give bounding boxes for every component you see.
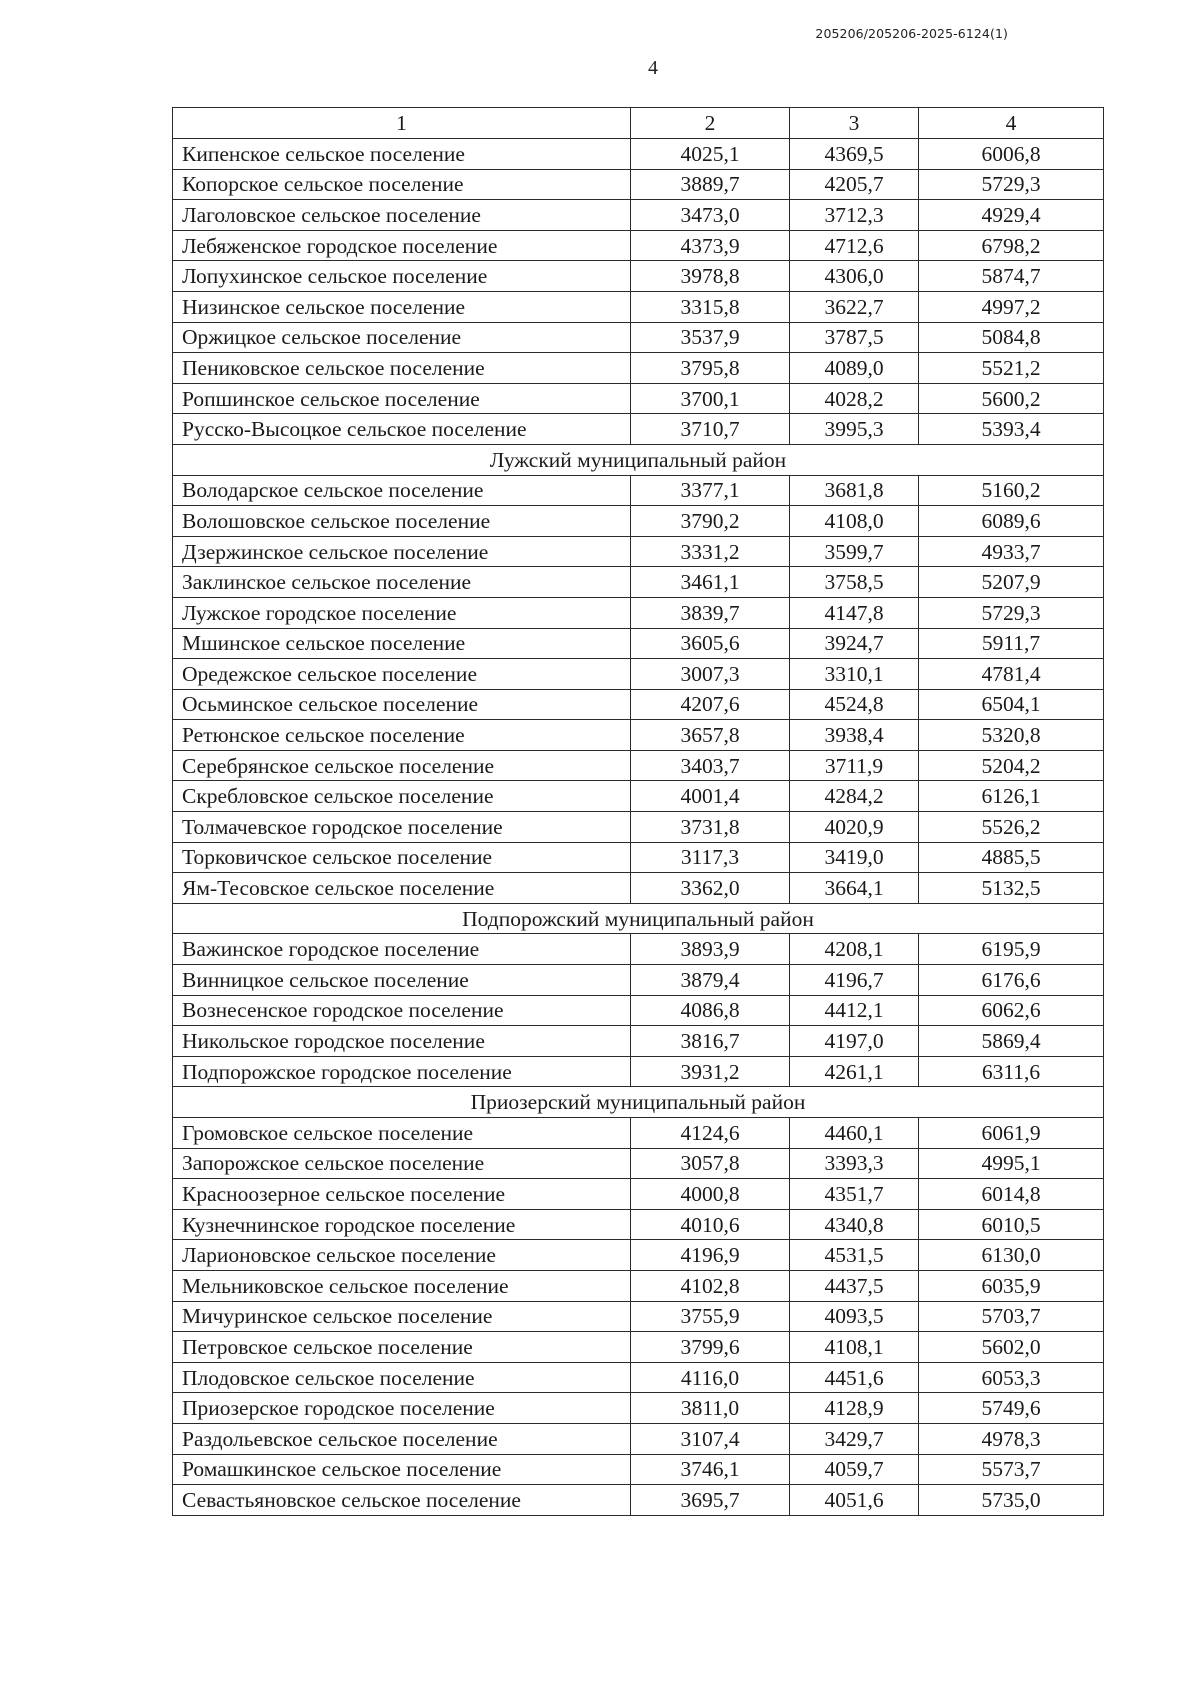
value-col3-cell: 3712,3 <box>790 200 919 231</box>
value-col3-cell: 4351,7 <box>790 1179 919 1210</box>
value-col3-cell: 4460,1 <box>790 1118 919 1149</box>
table-row <box>173 139 1104 170</box>
value-col4-cell: 4978,3 <box>919 1423 1104 1454</box>
table-row <box>173 1118 1104 1149</box>
value-col4-cell: 5602,0 <box>919 1332 1104 1363</box>
value-col2-cell: 3746,1 <box>631 1454 790 1485</box>
value-col4-cell: 5600,2 <box>919 383 1104 414</box>
settlement-name-cell: Пениковское сельское поселение <box>173 353 631 384</box>
value-col2-cell: 3117,3 <box>631 842 790 873</box>
value-col2-cell: 4001,4 <box>631 781 790 812</box>
settlement-name-cell: Лопухинское сельское поселение <box>173 261 631 292</box>
table-row <box>173 230 1104 261</box>
settlement-name-cell: Важинское городское поселение <box>173 934 631 965</box>
value-col3-cell: 4524,8 <box>790 689 919 720</box>
value-col3-cell: 4197,0 <box>790 1026 919 1057</box>
value-col2-cell: 3362,0 <box>631 873 790 904</box>
value-col4-cell: 4995,1 <box>919 1148 1104 1179</box>
settlement-name-cell: Петровское сельское поселение <box>173 1332 631 1363</box>
value-col3-cell: 4340,8 <box>790 1209 919 1240</box>
value-col2-cell: 3315,8 <box>631 291 790 322</box>
value-col4-cell: 5207,9 <box>919 567 1104 598</box>
value-col4-cell: 4885,5 <box>919 842 1104 873</box>
table-row <box>173 1332 1104 1363</box>
value-col3-cell: 3664,1 <box>790 873 919 904</box>
district-section-row <box>173 1087 1104 1118</box>
value-col2-cell: 4207,6 <box>631 689 790 720</box>
value-col4-cell: 5703,7 <box>919 1301 1104 1332</box>
value-col2-cell: 3657,8 <box>631 720 790 751</box>
settlement-name-cell: Никольское городское поселение <box>173 1026 631 1057</box>
value-col4-cell: 6061,9 <box>919 1118 1104 1149</box>
value-col2-cell: 4196,9 <box>631 1240 790 1271</box>
settlement-name-cell: Волошовское сельское поселение <box>173 506 631 537</box>
settlement-name-cell: Кузнечнинское городское поселение <box>173 1209 631 1240</box>
value-col4-cell: 6195,9 <box>919 934 1104 965</box>
value-col3-cell: 4196,7 <box>790 965 919 996</box>
table-row <box>173 1179 1104 1210</box>
value-col4-cell: 5869,4 <box>919 1026 1104 1057</box>
value-col4-cell: 4781,4 <box>919 659 1104 690</box>
value-col4-cell: 6089,6 <box>919 506 1104 537</box>
value-col2-cell: 3839,7 <box>631 597 790 628</box>
table-row <box>173 1026 1104 1057</box>
settlement-name-cell: Ропшинское сельское поселение <box>173 383 631 414</box>
value-col4-cell: 5393,4 <box>919 414 1104 445</box>
value-col2-cell: 3710,7 <box>631 414 790 445</box>
value-col2-cell: 3811,0 <box>631 1393 790 1424</box>
value-col3-cell: 3599,7 <box>790 536 919 567</box>
table-row <box>173 1362 1104 1393</box>
value-col3-cell: 4437,5 <box>790 1270 919 1301</box>
table-row <box>173 169 1104 200</box>
value-col3-cell: 4712,6 <box>790 230 919 261</box>
value-col2-cell: 3331,2 <box>631 536 790 567</box>
value-col3-cell: 4451,6 <box>790 1362 919 1393</box>
settlement-name-cell: Оредежское сельское поселение <box>173 659 631 690</box>
value-col3-cell: 3393,3 <box>790 1148 919 1179</box>
value-col4-cell: 5573,7 <box>919 1454 1104 1485</box>
value-col4-cell: 5160,2 <box>919 475 1104 506</box>
settlement-name-cell: Севастьяновское сельское поселение <box>173 1485 631 1516</box>
value-col3-cell: 3429,7 <box>790 1423 919 1454</box>
district-section-row <box>173 444 1104 475</box>
table-row <box>173 781 1104 812</box>
value-col2-cell: 3007,3 <box>631 659 790 690</box>
settlement-name-cell: Толмачевское городское поселение <box>173 812 631 843</box>
value-col2-cell: 3605,6 <box>631 628 790 659</box>
value-col2-cell: 3731,8 <box>631 812 790 843</box>
district-name: Лужский муниципальный район <box>173 444 1104 475</box>
value-col4-cell: 4997,2 <box>919 291 1104 322</box>
value-col4-cell: 4929,4 <box>919 200 1104 231</box>
value-col4-cell: 5204,2 <box>919 750 1104 781</box>
value-col3-cell: 3711,9 <box>790 750 919 781</box>
table-row <box>173 1393 1104 1424</box>
value-col3-cell: 4093,5 <box>790 1301 919 1332</box>
settlement-name-cell: Красноозерное сельское поселение <box>173 1179 631 1210</box>
settlement-name-cell: Володарское сельское поселение <box>173 475 631 506</box>
value-col2-cell: 4000,8 <box>631 1179 790 1210</box>
value-col2-cell: 3799,6 <box>631 1332 790 1363</box>
value-col4-cell: 5735,0 <box>919 1485 1104 1516</box>
value-col3-cell: 4412,1 <box>790 995 919 1026</box>
value-col2-cell: 3377,1 <box>631 475 790 506</box>
value-col3-cell: 4028,2 <box>790 383 919 414</box>
value-col4-cell: 6176,6 <box>919 965 1104 996</box>
settlement-name-cell: Ромашкинское сельское поселение <box>173 1454 631 1485</box>
value-col3-cell: 4128,9 <box>790 1393 919 1424</box>
table-row <box>173 414 1104 445</box>
column-header-3: 3 <box>790 108 919 139</box>
value-col2-cell: 3816,7 <box>631 1026 790 1057</box>
settlement-name-cell: Ларионовское сельское поселение <box>173 1240 631 1271</box>
value-col2-cell: 4124,6 <box>631 1118 790 1149</box>
value-col2-cell: 3473,0 <box>631 200 790 231</box>
district-name: Приозерский муниципальный район <box>173 1087 1104 1118</box>
value-col4-cell: 5132,5 <box>919 873 1104 904</box>
table-row <box>173 1209 1104 1240</box>
value-col3-cell: 3924,7 <box>790 628 919 659</box>
value-col2-cell: 4102,8 <box>631 1270 790 1301</box>
column-header-1: 1 <box>173 108 631 139</box>
value-col3-cell: 3995,3 <box>790 414 919 445</box>
value-col2-cell: 4010,6 <box>631 1209 790 1240</box>
value-col3-cell: 3681,8 <box>790 475 919 506</box>
value-col3-cell: 4369,5 <box>790 139 919 170</box>
value-col4-cell: 5874,7 <box>919 261 1104 292</box>
value-col2-cell: 3889,7 <box>631 169 790 200</box>
value-col2-cell: 3755,9 <box>631 1301 790 1332</box>
value-col2-cell: 3879,4 <box>631 965 790 996</box>
value-col3-cell: 4284,2 <box>790 781 919 812</box>
table-row <box>173 1454 1104 1485</box>
value-col3-cell: 3938,4 <box>790 720 919 751</box>
table-row <box>173 597 1104 628</box>
value-col4-cell: 5526,2 <box>919 812 1104 843</box>
value-col4-cell: 6130,0 <box>919 1240 1104 1271</box>
value-col3-cell: 3758,5 <box>790 567 919 598</box>
table-row <box>173 965 1104 996</box>
value-col4-cell: 4933,7 <box>919 536 1104 567</box>
settlement-name-cell: Заклинское сельское поселение <box>173 567 631 598</box>
value-col4-cell: 6311,6 <box>919 1056 1104 1087</box>
value-col2-cell: 3057,8 <box>631 1148 790 1179</box>
settlement-name-cell: Лебяженское городское поселение <box>173 230 631 261</box>
settlements-table <box>172 107 1104 1516</box>
settlement-name-cell: Низинское сельское поселение <box>173 291 631 322</box>
settlement-name-cell: Оржицкое сельское поселение <box>173 322 631 353</box>
value-col3-cell: 4059,7 <box>790 1454 919 1485</box>
table-body <box>173 108 1104 1516</box>
value-col3-cell: 4108,1 <box>790 1332 919 1363</box>
settlement-name-cell: Торковичское сельское поселение <box>173 842 631 873</box>
value-col2-cell: 3700,1 <box>631 383 790 414</box>
settlement-name-cell: Мичуринское сельское поселение <box>173 1301 631 1332</box>
table-row <box>173 1485 1104 1516</box>
value-col2-cell: 4373,9 <box>631 230 790 261</box>
value-col4-cell: 6126,1 <box>919 781 1104 812</box>
value-col3-cell: 3419,0 <box>790 842 919 873</box>
table-row <box>173 353 1104 384</box>
value-col2-cell: 4086,8 <box>631 995 790 1026</box>
value-col4-cell: 5320,8 <box>919 720 1104 751</box>
value-col3-cell: 4051,6 <box>790 1485 919 1516</box>
table-row <box>173 1301 1104 1332</box>
table-row <box>173 567 1104 598</box>
value-col4-cell: 5729,3 <box>919 169 1104 200</box>
value-col4-cell: 5729,3 <box>919 597 1104 628</box>
table-row <box>173 200 1104 231</box>
settlement-name-cell: Серебрянское сельское поселение <box>173 750 631 781</box>
table-row <box>173 812 1104 843</box>
table-row <box>173 322 1104 353</box>
value-col4-cell: 6006,8 <box>919 139 1104 170</box>
value-col3-cell: 4108,0 <box>790 506 919 537</box>
value-col3-cell: 3787,5 <box>790 322 919 353</box>
value-col4-cell: 6798,2 <box>919 230 1104 261</box>
table-row <box>173 628 1104 659</box>
value-col2-cell: 3695,7 <box>631 1485 790 1516</box>
value-col4-cell: 6053,3 <box>919 1362 1104 1393</box>
value-col3-cell: 4531,5 <box>790 1240 919 1271</box>
table-row <box>173 1423 1104 1454</box>
settlement-name-cell: Ям-Тесовское сельское поселение <box>173 873 631 904</box>
value-col2-cell: 4116,0 <box>631 1362 790 1393</box>
settlement-name-cell: Мшинское сельское поселение <box>173 628 631 659</box>
value-col4-cell: 5749,6 <box>919 1393 1104 1424</box>
value-col2-cell: 3461,1 <box>631 567 790 598</box>
settlement-name-cell: Осьминское сельское поселение <box>173 689 631 720</box>
district-section-row <box>173 903 1104 934</box>
document-id: 205206/205206-2025-6124(1) <box>815 26 1008 41</box>
table-row <box>173 720 1104 751</box>
table-row <box>173 689 1104 720</box>
table-row <box>173 475 1104 506</box>
value-col2-cell: 4025,1 <box>631 139 790 170</box>
value-col3-cell: 4261,1 <box>790 1056 919 1087</box>
table-row <box>173 750 1104 781</box>
value-col4-cell: 5911,7 <box>919 628 1104 659</box>
settlement-name-cell: Винницкое сельское поселение <box>173 965 631 996</box>
table-row <box>173 506 1104 537</box>
settlement-name-cell: Скребловское сельское поселение <box>173 781 631 812</box>
value-col3-cell: 4020,9 <box>790 812 919 843</box>
value-col4-cell: 6504,1 <box>919 689 1104 720</box>
settlement-name-cell: Ретюнское сельское поселение <box>173 720 631 751</box>
value-col3-cell: 3622,7 <box>790 291 919 322</box>
value-col2-cell: 3931,2 <box>631 1056 790 1087</box>
table-row <box>173 1148 1104 1179</box>
settlement-name-cell: Подпорожское городское поселение <box>173 1056 631 1087</box>
settlement-name-cell: Плодовское сельское поселение <box>173 1362 631 1393</box>
value-col4-cell: 6062,6 <box>919 995 1104 1026</box>
settlement-name-cell: Кипенское сельское поселение <box>173 139 631 170</box>
value-col4-cell: 5521,2 <box>919 353 1104 384</box>
value-col2-cell: 3795,8 <box>631 353 790 384</box>
column-header-2: 2 <box>631 108 790 139</box>
table-row <box>173 1270 1104 1301</box>
value-col3-cell: 4147,8 <box>790 597 919 628</box>
table-row <box>173 383 1104 414</box>
settlement-name-cell: Громовское сельское поселение <box>173 1118 631 1149</box>
value-col2-cell: 3893,9 <box>631 934 790 965</box>
value-col2-cell: 3537,9 <box>631 322 790 353</box>
settlement-name-cell: Запорожское сельское поселение <box>173 1148 631 1179</box>
column-header-4: 4 <box>919 108 1104 139</box>
settlement-name-cell: Дзержинское сельское поселение <box>173 536 631 567</box>
settlement-name-cell: Вознесенское городское поселение <box>173 995 631 1026</box>
table-row <box>173 934 1104 965</box>
settlement-name-cell: Лужское городское поселение <box>173 597 631 628</box>
value-col2-cell: 3403,7 <box>631 750 790 781</box>
table-header-row <box>173 108 1104 139</box>
value-col3-cell: 4205,7 <box>790 169 919 200</box>
table-row <box>173 995 1104 1026</box>
table-row <box>173 873 1104 904</box>
table-row <box>173 291 1104 322</box>
settlement-name-cell: Русско-Высоцкое сельское поселение <box>173 414 631 445</box>
table-row <box>173 1056 1104 1087</box>
settlement-name-cell: Копорское сельское поселение <box>173 169 631 200</box>
table-row <box>173 261 1104 292</box>
value-col2-cell: 3107,4 <box>631 1423 790 1454</box>
value-col3-cell: 4089,0 <box>790 353 919 384</box>
settlement-name-cell: Мельниковское сельское поселение <box>173 1270 631 1301</box>
settlement-name-cell: Лаголовское сельское поселение <box>173 200 631 231</box>
value-col4-cell: 5084,8 <box>919 322 1104 353</box>
page-number: 4 <box>648 57 658 79</box>
value-col3-cell: 4208,1 <box>790 934 919 965</box>
value-col4-cell: 6014,8 <box>919 1179 1104 1210</box>
settlement-name-cell: Раздольевское сельское поселение <box>173 1423 631 1454</box>
value-col4-cell: 6035,9 <box>919 1270 1104 1301</box>
value-col3-cell: 3310,1 <box>790 659 919 690</box>
value-col4-cell: 6010,5 <box>919 1209 1104 1240</box>
value-col2-cell: 3790,2 <box>631 506 790 537</box>
table-row <box>173 536 1104 567</box>
settlement-name-cell: Приозерское городское поселение <box>173 1393 631 1424</box>
table-row <box>173 842 1104 873</box>
value-col3-cell: 4306,0 <box>790 261 919 292</box>
value-col2-cell: 3978,8 <box>631 261 790 292</box>
district-name: Подпорожский муниципальный район <box>173 903 1104 934</box>
table-row <box>173 1240 1104 1271</box>
table-row <box>173 659 1104 690</box>
